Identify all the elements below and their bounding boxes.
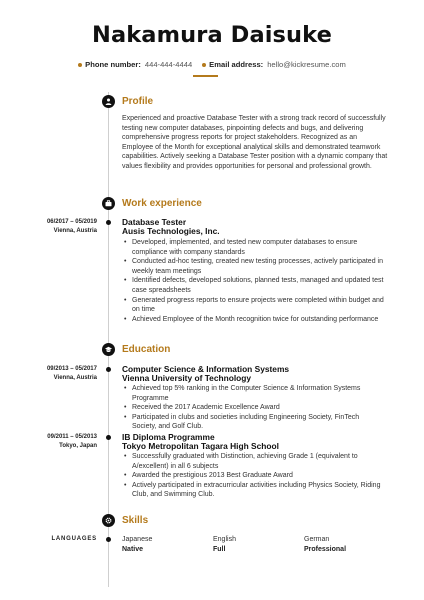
language-level: Professional	[304, 545, 347, 553]
language-name: English	[213, 536, 236, 543]
education-bullets	[122, 384, 384, 432]
education-meta	[0, 365, 97, 382]
bullet-dot-icon	[202, 63, 206, 67]
list-item: • Developed, implemented, and tested new computer databases to ensure compliance with company standards	[122, 238, 384, 257]
school-name: Tokyo Metropolitan Tagara High School	[122, 441, 279, 451]
timeline-dot	[106, 537, 111, 542]
list-item: • Awarded the prestigious 2013 Best Graduate Award	[122, 471, 384, 481]
language-item	[122, 535, 152, 554]
job-bullets	[122, 238, 384, 324]
education-bullets	[122, 452, 384, 500]
list-item: • Achieved top 5% ranking in the Computer Science & Information Systems Programme	[122, 384, 384, 403]
accent-divider	[193, 75, 218, 77]
section-title-work: Work experience	[122, 198, 202, 209]
bullet-dot-icon	[78, 63, 82, 67]
phone-value: 444-444-4444	[144, 60, 193, 69]
email-value[interactable]: hello@kickresume.com	[267, 60, 346, 69]
section-title-profile: Profile	[122, 96, 154, 107]
languages-label: LANGUAGES	[51, 536, 97, 542]
timeline-dot	[106, 220, 111, 225]
section-title-education: Education	[122, 344, 171, 355]
list-item: • Received the 2017 Academic Excellence Award	[122, 403, 384, 413]
list-item: • Achieved Employee of the Month recognition twice for outstanding performance	[122, 315, 384, 325]
profile-summary: Experienced and proactive Database Tester with a strong track record of successfully testing new computer databases, pinpointing defects and bugs, and delivering comprehensive progress reports for project stakeholders. Recognized as an Employee of the Month for exceptional analytical skills and demonstrated teamwork capabilities. Actively seeking a Database Tester position with a dynamic company that values flexibility and provides opportunities for personal and professional growth.	[122, 115, 388, 170]
candidate-name: Nakamura Daisuke	[92, 22, 332, 48]
gear-icon	[102, 514, 115, 527]
list-item: • Successfully graduated with Distinction, achieving Grade 1 (equivalent to A/excellent) in all 6 subjects	[122, 452, 384, 471]
list-item: • Generated progress reports to ensure projects were completed within budget and on time	[122, 296, 384, 315]
language-name: German	[304, 536, 330, 543]
job-company: Ausis Technologies, Inc.	[122, 226, 220, 236]
timeline-dot	[106, 435, 111, 440]
timeline-line	[108, 92, 109, 587]
language-level: Full	[213, 545, 226, 553]
phone-label: Phone number:	[85, 60, 141, 69]
list-item: • Conducted ad-hoc testing, created new testing processes, actively participated in weekly team meetings	[122, 257, 384, 276]
language-item	[304, 535, 346, 554]
email-label: Email address:	[209, 60, 264, 69]
job-location: Vienna, Austria	[53, 227, 97, 234]
job-title: Database Tester	[122, 217, 187, 227]
education-location: Vienna, Austria	[53, 374, 97, 381]
education-dates: 09/2011 – 05/2013	[47, 434, 97, 440]
job-meta	[0, 218, 97, 235]
list-item: • Actively participated in extracurricular activities including Physics Society, Riding Club, and Swimming Club.	[122, 481, 384, 500]
contact-line	[0, 60, 424, 69]
education-meta	[0, 433, 97, 450]
list-item: • Participated in clubs and societies including Engineering Society, FinTech Society, and Golf Club.	[122, 413, 384, 432]
graduation-cap-icon	[102, 343, 115, 356]
education-dates: 09/2013 – 05/2017	[46, 366, 97, 372]
briefcase-icon	[102, 197, 115, 210]
section-title-skills: Skills	[122, 515, 149, 526]
degree-title: IB Diploma Programme	[122, 432, 215, 442]
degree-title: Computer Science & Information Systems	[122, 364, 290, 374]
language-item	[213, 535, 236, 554]
education-location: Tokyo, Japan	[59, 442, 97, 449]
language-name: Japanese	[122, 536, 153, 543]
job-dates: 06/2017 – 05/2019	[46, 219, 97, 225]
list-item: • Identified defects, developed solutions, planned tests, managed and updated test case spreadsheets	[122, 276, 384, 295]
timeline-dot	[106, 367, 111, 372]
language-level: Native	[122, 545, 144, 553]
school-name: Vienna University of Technology	[122, 373, 252, 383]
person-icon	[102, 95, 115, 108]
